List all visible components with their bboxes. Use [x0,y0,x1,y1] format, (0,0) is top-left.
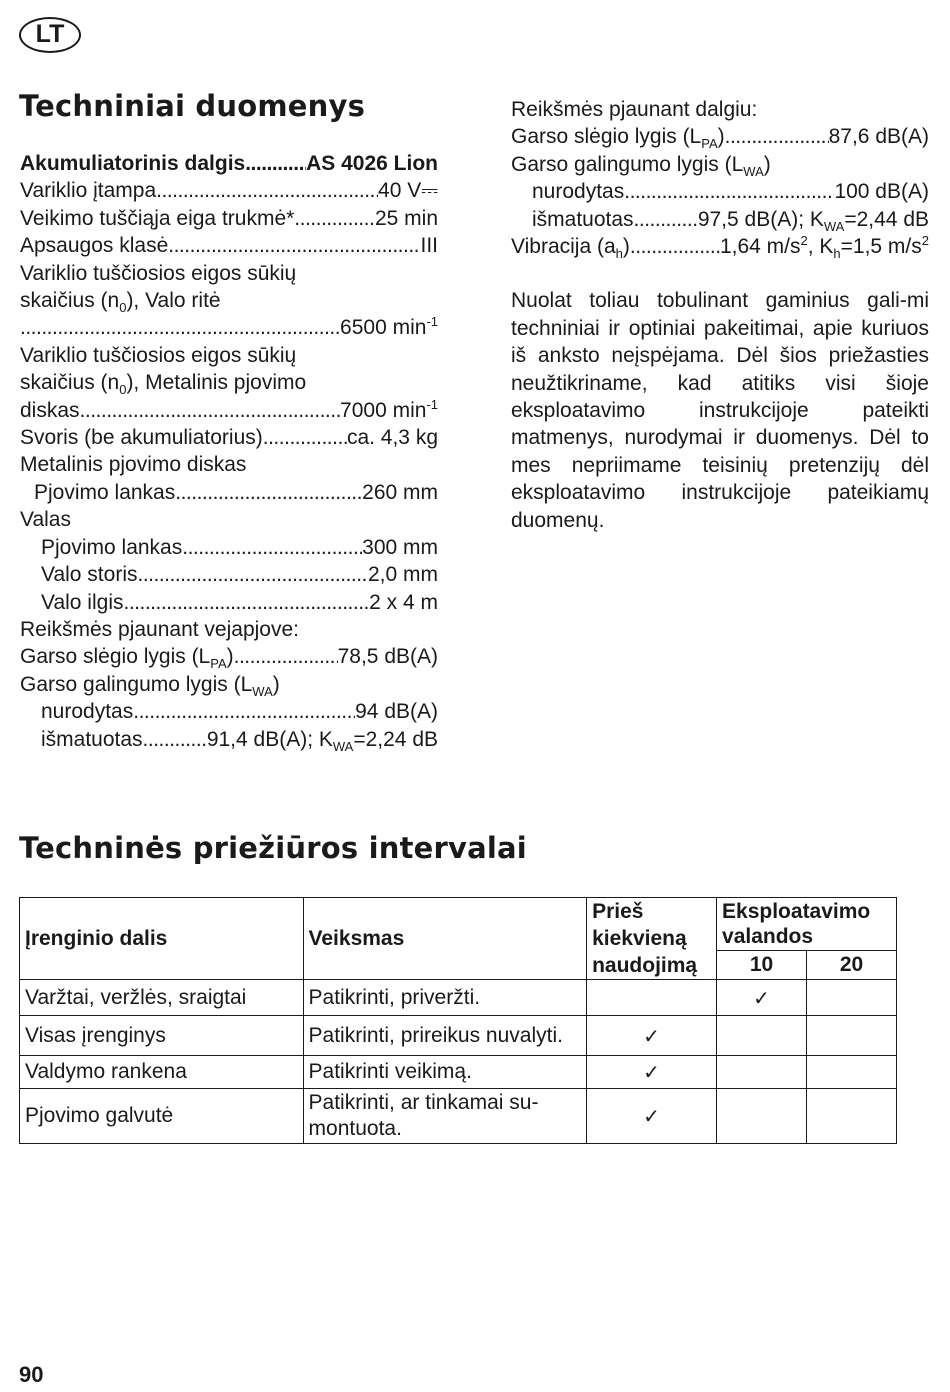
header-20-hours: 20 [807,950,897,979]
spec-lawn-power: Garso galingumo lygis $(L_{WA})$ [20,672,280,699]
table-row: Varžtai, veržlės, sraigtai Patikrinti, priveržti. ✓ [20,980,897,1016]
disclaimer-paragraph: Nuolat toliau tobulinant gaminius gali-mi techniniai ir optiniai pakeitimai, apie kuriuos iš anksto neįspėjama. Dėl šios priežasties neužtikriname, kad atitiks visi šioje eksploatavimo instrukcijoje pateikti matmenys, nurodymai ir duomenys. Dėl to mes nepriimame teisinių pretenzijų dėl eksploatavimo instrukcijoje pateikiamų duomenų. [511,289,929,532]
spec-line-heading: Valas [20,508,71,532]
table-header-row [20,898,897,951]
header-before-use: Prieš kiekvieną naudojimą [587,898,717,980]
table-row: Valdymo rankena Patikrinti veikimą. ✓ [20,1056,897,1089]
spec-line-length: Valo ilgis ..... 2 x 4 m [20,589,438,616]
spec-scythe-heading: Reikšmės pjaunant dalgiu: [511,98,758,121]
maintenance-title: Techninės priežiūros intervalai [19,831,527,865]
header-operating-hours: Eksploatavimo valandos [717,898,897,951]
spec-lawn-heading: Reikšmės pjaunant vejapjove: [20,617,299,641]
spec-lawn-declared: nurodytas ..... 94 dB(A) [20,698,438,725]
spec-speed2-label: skaičius $(n_0)$, Metalinis pjovimo [20,371,307,398]
dc-symbol-icon: ⎓ [421,178,438,203]
checkmark-icon: ✓ [587,1089,717,1144]
checkmark-icon: ✓ [587,1016,717,1056]
checkmark-icon: ✓ [587,1056,717,1089]
spec-weight: Svoris (be akumuliatorius) ..... ca. 4,3 kg [20,424,438,451]
language-badge: LT [19,17,81,53]
left-spec-column [20,150,438,753]
spec-disc-heading: Metalinis pjovimo diskas [20,453,247,477]
spec-scythe-pressure: Garso slėgio lygis $(L_{PA})$ ..... 87,6 dB(A) [511,123,929,150]
spec-scythe-declared: nurodytas ..... 100 dB(A) [511,178,929,205]
table-row: Visas įrenginys Patikrinti, prireikus nuvalyti. ✓ [20,1016,897,1056]
tech-data-title: Techniniai duomenys [19,89,366,123]
spec-model: Akumuliatorinis dalgis ..... AS 4026 Lion [20,150,438,177]
header-part: Įrenginio dalis [20,898,304,980]
spec-runtime: Veikimo tuščiąja eiga trukmė* ..... 25 min [20,205,438,232]
spec-protection-class: Apsaugos klasė ..... III [20,232,438,259]
spec-scythe-power: Garso galingumo lygis $(L_{WA})$ [511,152,771,179]
checkmark-icon: ✓ [717,980,807,1016]
spec-voltage: Variklio įtampa ..... 40 V⎓ [20,177,438,204]
spec-disc-cut: Pjovimo lankas ..... 260 mm [20,479,438,506]
spec-speed1-label: skaičius $(n_0)$, Valo ritė [20,289,221,316]
spec-speed2-value: diskas ..... 7000 $\min^{-1}$ [20,397,438,424]
page-number: 90 [19,1362,44,1387]
spec-scythe-vibration: Vibracija $(a_h)$ ..... 1,64 $m/s^2$, $K_h=1,5$ $m/s^2$ [511,233,929,260]
header-10-hours: 10 [717,950,807,979]
maintenance-table [19,897,897,1144]
spec-lawn-pressure: Garso slėgio lygis $(L_{PA})$ ..... 78,5 dB(A) [20,643,438,670]
spec-speed1-value: ..... 6500 $\min^{-1}$ [20,314,438,341]
spec-lawn-measured: išmatuotas ..... 91,4 dB(A); $K_{WA}=2,24$ dB [20,726,438,753]
spec-line-cut: Pjovimo lankas ..... 300 mm [20,534,438,561]
header-action: Veiksmas [303,898,587,980]
table-row: Pjovimo galvutė Patikrinti, ar tinkamai su-montuota. ✓ [20,1089,897,1144]
spec-speed2-heading: Variklio tuščiosios eigos sūkių [20,343,297,367]
spec-scythe-measured: išmatuotas ..... 97,5 dB(A); $K_{WA}=2,44$ dB [511,206,929,233]
right-spec-column [511,96,929,534]
spec-line-thickness: Valo storis ..... 2,0 mm [20,561,438,588]
spec-speed1-heading: Variklio tuščiosios eigos sūkių [20,261,297,285]
